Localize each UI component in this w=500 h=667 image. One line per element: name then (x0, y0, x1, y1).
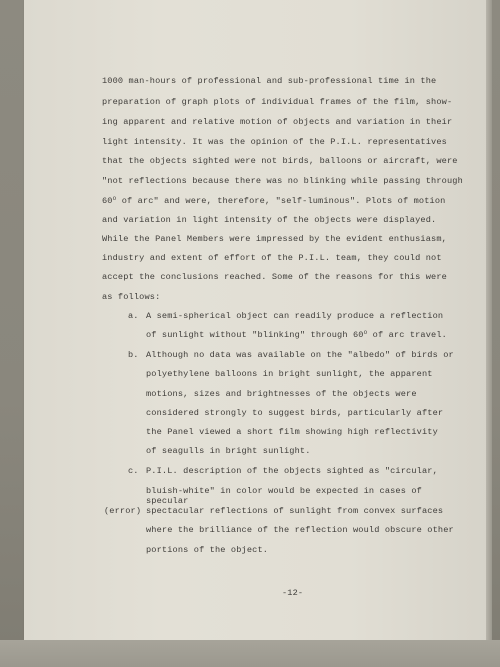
paragraph-line-6: "not reflections because there was no blinking while passing through (102, 176, 463, 186)
item-c-line-5: portions of the object. (146, 545, 269, 555)
table-surface (0, 640, 500, 667)
paragraph-line-2: preparation of graph plots of individual frames of the film, show- (102, 97, 453, 107)
item-a-line-2 (146, 330, 447, 340)
item-b-line-3: motions, sizes and brightnesses of the objects were (146, 389, 417, 399)
item-c-line-1: P.I.L. description of the objects sighted as "circular, (146, 466, 438, 476)
degree-sup: o (112, 195, 117, 202)
paragraph-line-11: accept the conclusions reached. Some of the reasons for this were (102, 272, 447, 282)
item-a-line-1: A semi-spherical object can readily produce a reflection (146, 311, 444, 321)
paragraph-line-7-rest: of arc" and were, therefore, "self-luminous". Plots of motion (116, 196, 446, 206)
item-c-line-4: where the brilliance of the reflection would obscure other (146, 525, 454, 535)
item-b-line-2: polyethylene balloons in bright sunlight, the apparent (146, 369, 433, 379)
item-c-struck-line: spectacular reflections of sunlight from convex surfaces (146, 506, 444, 516)
page-number: -12- (282, 588, 304, 598)
paragraph-line-1: 1000 man-hours of professional and sub-professional time in the (102, 76, 437, 86)
item-c-marker: c. (128, 466, 139, 476)
item-a-marker: a. (128, 311, 139, 321)
paragraph-line-12: as follows: (102, 292, 161, 302)
paragraph-line-4: light intensity. It was the opinion of the P.I.L. representatives (102, 137, 447, 147)
paragraph-line-9: While the Panel Members were impressed by the evident enthusiasm, (102, 234, 447, 244)
margin-note-error: (error) (104, 506, 142, 516)
item-b-marker: b. (128, 350, 139, 360)
item-b-line-4: considered strongly to suggest birds, particularly after (146, 408, 444, 418)
paragraph-line-8: and variation in light intensity of the objects were displayed. (102, 215, 437, 225)
paragraph-line-5: that the objects sighted were not birds, balloons or aircraft, were (102, 156, 458, 166)
item-a-degree-sup: o (363, 329, 368, 336)
paragraph-line-3: ing apparent and relative motion of objects and variation in their (102, 117, 453, 127)
item-b-line-6: of seagulls in bright sunlight. (146, 446, 311, 456)
degree-value: 60 (102, 196, 113, 206)
item-a-line-2-pre: of sunlight without "blinking" through 60 (146, 330, 364, 340)
item-b-line-1: Although no data was available on the "albedo" of birds or (146, 350, 454, 360)
handwritten-insert-specular: specular (146, 496, 189, 506)
page-edge (486, 0, 492, 667)
item-c-line-2: bluish-white" in color would be expected in cases of (146, 486, 422, 496)
item-a-line-2-post: of arc travel. (367, 330, 447, 340)
paragraph-line-7 (102, 196, 445, 206)
item-b-line-5: the Panel viewed a short film showing high reflectivity (146, 427, 438, 437)
paragraph-line-10: industry and extent of effort of the P.I.L. team, they could not (102, 253, 442, 263)
